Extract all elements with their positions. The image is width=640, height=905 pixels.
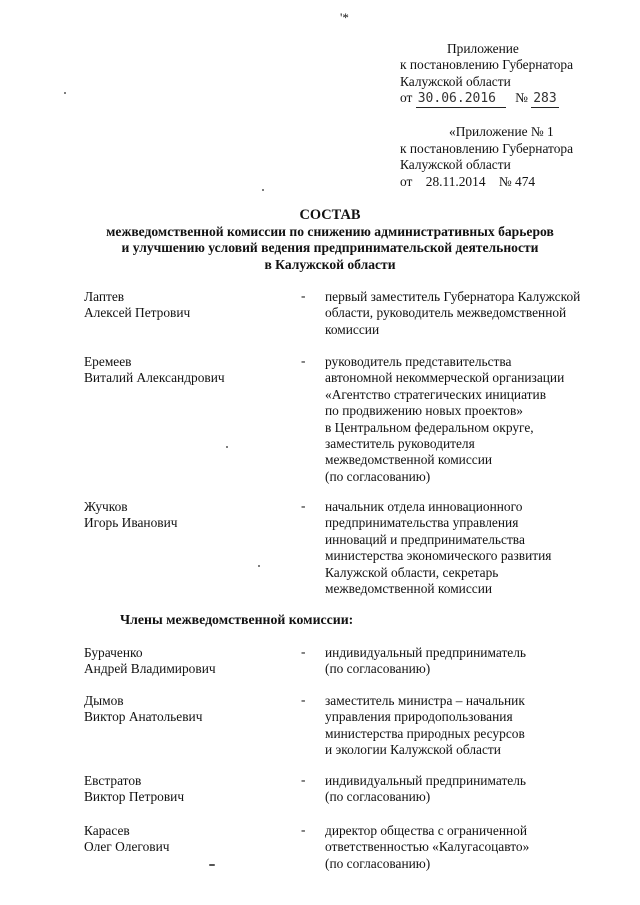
role-line: предпринимательства управления xyxy=(325,515,519,531)
appendix-title: Приложение xyxy=(447,41,519,56)
role-line: Калужской области, секретарь xyxy=(325,564,499,580)
appendix-date: 30.06.2016 xyxy=(416,91,506,108)
separator-dash: - xyxy=(301,772,306,787)
role-line: (по согласованию) xyxy=(325,661,431,677)
appendix-line2: к постановлению Губернатора xyxy=(400,57,574,72)
person-name xyxy=(84,693,202,726)
person-role xyxy=(325,773,596,806)
role-line: индивидуальный предприниматель xyxy=(325,773,527,788)
person-given-name: Игорь Иванович xyxy=(84,515,178,531)
appendix-number-prefix: № xyxy=(515,90,528,105)
scan-speck xyxy=(262,189,264,191)
role-line: в Центральном федеральном округе, xyxy=(325,419,534,435)
person-surname: Карасев xyxy=(84,823,130,838)
person-name xyxy=(84,645,216,678)
person-surname: Евстратов xyxy=(84,773,142,788)
role-line: министерства экономического развития xyxy=(325,548,552,564)
person-role xyxy=(325,645,596,678)
appendix-number: 283 xyxy=(531,91,559,108)
prior-appendix-line2: к постановлению Губернатора xyxy=(400,141,574,156)
role-line: автономной некоммерческой организации xyxy=(325,370,565,386)
separator-dash: - xyxy=(301,822,306,837)
role-line: министерства природных ресурсов xyxy=(325,725,525,741)
separator-dash: - xyxy=(301,288,306,303)
prior-appendix-line3: Калужской области xyxy=(400,157,511,172)
role-line: индивидуальный предприниматель xyxy=(325,645,527,660)
person-surname: Дымов xyxy=(84,693,124,708)
scan-speck xyxy=(258,565,260,567)
role-line: «Агентство стратегических инициатив xyxy=(325,386,547,402)
person-surname: Жучков xyxy=(84,499,128,514)
role-line: (по согласованию) xyxy=(325,789,431,805)
scan-speck xyxy=(226,446,228,448)
separator-dash: - xyxy=(301,644,306,659)
heading-line1: межведомственной комиссии по снижению административных барьеров xyxy=(106,223,554,239)
role-line: первый заместитель Губернатора Калужской xyxy=(325,289,581,304)
person-role xyxy=(325,823,596,872)
person-surname: Еремеев xyxy=(84,354,132,369)
separator-dash: - xyxy=(301,498,306,513)
person-surname: Бураченко xyxy=(84,645,143,660)
person-role xyxy=(325,354,596,485)
prior-appendix-date-line: от 28.11.2014 № 474 xyxy=(400,174,536,189)
person-given-name: Виталий Александрович xyxy=(84,370,225,386)
role-line: по продвижению новых проектов» xyxy=(325,403,523,419)
scan-speck xyxy=(209,864,215,866)
top-mark: '* xyxy=(340,10,349,25)
scan-speck xyxy=(64,92,66,94)
role-line: межведомственной комиссии xyxy=(325,452,493,468)
person-role xyxy=(325,499,596,597)
role-line: управления природопользования xyxy=(325,709,513,725)
person-given-name: Виктор Петрович xyxy=(84,789,185,805)
heading-title: СОСТАВ xyxy=(299,207,361,223)
heading-line3: в Калужской области xyxy=(264,256,396,272)
person-name xyxy=(84,499,178,532)
prior-appendix-title: «Приложение № 1 xyxy=(449,124,554,139)
role-line: и экологии Калужской области xyxy=(325,742,501,758)
person-name xyxy=(84,354,225,387)
person-given-name: Виктор Анатольевич xyxy=(84,709,203,725)
person-given-name: Андрей Владимирович xyxy=(84,661,216,677)
person-role xyxy=(325,289,596,338)
role-line: инноваций и предпринимательства xyxy=(325,531,525,547)
document-heading xyxy=(60,207,600,273)
role-line: начальник отдела инновационного xyxy=(325,499,523,514)
role-line: заместитель руководителя xyxy=(325,436,475,452)
person-surname: Лаптев xyxy=(84,289,125,304)
person-given-name: Олег Олегович xyxy=(84,839,170,855)
person-name xyxy=(84,773,184,806)
role-line: (по согласованию) xyxy=(325,855,431,871)
role-line: заместитель министра – начальник xyxy=(325,693,525,708)
person-name xyxy=(84,823,170,856)
heading-line2: и улучшению условий ведения предпринимательской деятельности xyxy=(121,240,539,256)
role-line: директор общества с ограниченной xyxy=(325,823,528,838)
separator-dash: - xyxy=(301,353,306,368)
person-name xyxy=(84,289,190,322)
appendix-date-prefix: от xyxy=(400,90,413,105)
role-line: (по согласованию) xyxy=(325,468,431,484)
role-line: ответственностью «Калугасоцавто» xyxy=(325,839,530,855)
role-line: комиссии xyxy=(325,321,380,337)
separator-dash: - xyxy=(301,692,306,707)
members-heading: Члены межведомственной комиссии: xyxy=(120,612,354,627)
appendix-date-line xyxy=(400,90,559,108)
role-line: руководитель представительства xyxy=(325,354,512,369)
appendix-line3: Калужской области xyxy=(400,74,511,89)
role-line: области, руководитель межведомственной xyxy=(325,305,567,321)
person-role xyxy=(325,693,596,759)
role-line: межведомственной комиссии xyxy=(325,581,493,597)
person-given-name: Алексей Петрович xyxy=(84,305,191,321)
